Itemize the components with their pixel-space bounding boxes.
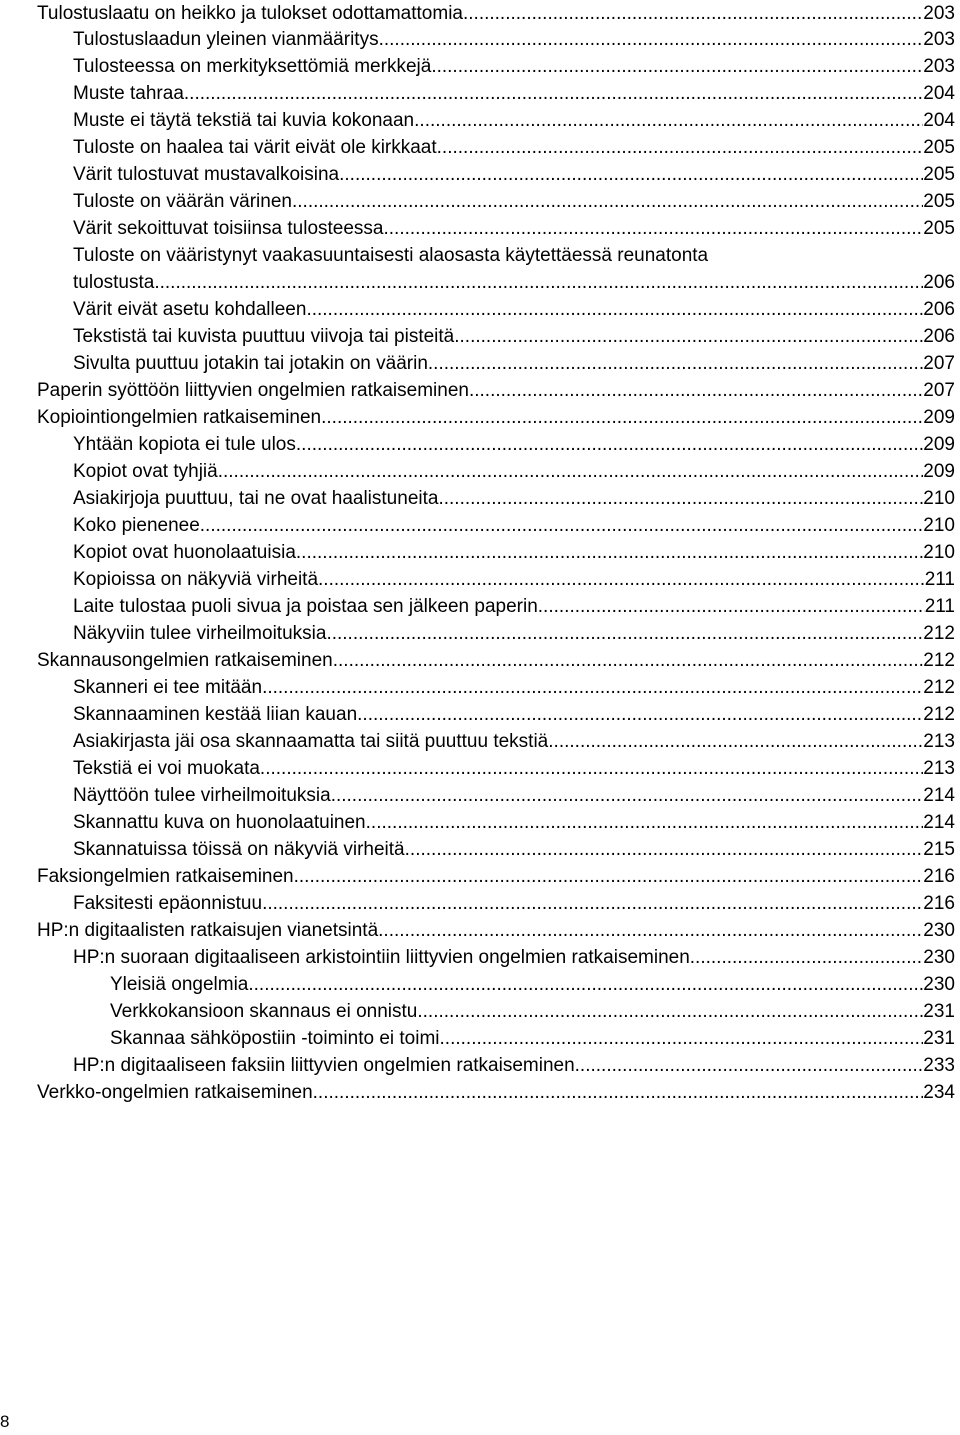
toc-entry-title: Skannausongelmien ratkaiseminen (37, 650, 333, 671)
toc-entry[interactable] (0, 782, 960, 809)
toc-entry-title: Yleisiä ongelmia (110, 974, 249, 995)
toc-entry-page: 216 (923, 866, 955, 887)
toc-entry-page: 212 (923, 650, 955, 671)
toc-entry-page: 213 (923, 731, 955, 752)
toc-entry[interactable] (0, 944, 960, 971)
toc-entry[interactable] (0, 890, 960, 917)
toc-dot-leader (294, 863, 924, 890)
toc-entry[interactable] (0, 350, 960, 377)
toc-entry-page: 213 (923, 758, 955, 779)
toc-entry[interactable] (0, 512, 960, 539)
toc-entry[interactable] (0, 53, 960, 80)
toc-entry-page: 215 (923, 839, 955, 860)
toc-entry-title: Näkyviin tulee virheilmoituksia (73, 623, 327, 644)
toc-entry-first-line[interactable] (0, 242, 960, 269)
toc-entry[interactable] (0, 485, 960, 512)
toc-entry-title: Värit sekoittuvat toisiinsa tulosteessa (73, 218, 384, 239)
toc-entry[interactable] (0, 809, 960, 836)
toc-entry[interactable] (0, 647, 960, 674)
toc-entry-title: Tulostuslaatu on heikko ja tulokset odottamattomia (37, 3, 463, 24)
toc-entry[interactable] (0, 998, 960, 1025)
toc-entry-page: 212 (923, 677, 955, 698)
toc-entry[interactable] (0, 377, 960, 404)
toc-dot-leader (378, 917, 923, 944)
toc-entry-page: 203 (923, 56, 955, 77)
toc-entry-page: 230 (923, 974, 955, 995)
toc-entry-title: HP:n digitaalisten ratkaisujen vianetsintä (37, 920, 379, 941)
toc-dot-leader (440, 1025, 924, 1052)
toc-dot-leader (454, 323, 923, 350)
toc-dot-leader (296, 431, 923, 458)
toc-dot-leader (431, 53, 923, 80)
toc-entry-page: 204 (923, 83, 955, 104)
toc-entry-page: 206 (923, 272, 955, 293)
toc-dot-leader (260, 755, 923, 782)
toc-entry[interactable] (0, 431, 960, 458)
toc-dot-leader (417, 998, 923, 1025)
toc-entry-page: 205 (923, 164, 955, 185)
toc-entry-page: 205 (923, 191, 955, 212)
toc-dot-leader (200, 512, 924, 539)
toc-entry[interactable] (0, 215, 960, 242)
toc-dot-leader (437, 134, 924, 161)
toc-entry-page: 204 (923, 110, 955, 131)
toc-entry-title: Kopiot ovat huonolaatuisia (73, 542, 296, 563)
toc-entry[interactable] (0, 80, 960, 107)
toc-entry-page: 203 (923, 29, 955, 50)
toc-entry-title: Tulostuslaadun yleinen vianmääritys (73, 29, 379, 50)
toc-dot-leader (306, 296, 923, 323)
toc-entry-page: 216 (923, 893, 955, 914)
toc-entry[interactable] (0, 0, 960, 27)
toc-entry[interactable] (0, 458, 960, 485)
toc-entry-page: 206 (923, 326, 955, 347)
toc-entry-title: Faksiongelmien ratkaiseminen (37, 866, 294, 887)
toc-entry-title: HP:n suoraan digitaaliseen arkistointiin liittyvien ongelmien ratkaiseminen (73, 947, 690, 968)
toc-entry-title: Paperin syöttöön liittyvien ongelmien ratkaiseminen (37, 380, 469, 401)
toc-dot-leader (575, 1052, 924, 1079)
toc-entry[interactable] (0, 863, 960, 890)
toc-entry[interactable] (0, 323, 960, 350)
toc-entry-page: 210 (923, 542, 955, 563)
toc-dot-leader (331, 782, 924, 809)
toc-entry-page: 214 (923, 785, 955, 806)
toc-dot-leader (379, 26, 924, 53)
toc-entry-title: Tekstistä tai kuvista puuttuu viivoja tai pisteitä (73, 326, 455, 347)
toc-entry-title: Tuloste on vääristynyt vaakasuuntaisesti alaosasta käytettäessä reunatonta (73, 245, 709, 266)
toc-dot-leader (296, 539, 923, 566)
toc-entry[interactable] (0, 161, 960, 188)
toc-entry[interactable] (0, 1079, 960, 1106)
toc-dot-leader (262, 890, 923, 917)
toc-entry[interactable] (0, 269, 960, 296)
toc-entry[interactable] (0, 755, 960, 782)
toc-entry[interactable] (0, 674, 960, 701)
toc-entry[interactable] (0, 836, 960, 863)
toc-entry-page: 211 (924, 596, 955, 617)
toc-entry[interactable] (0, 107, 960, 134)
toc-entry-title: Muste ei täytä tekstiä tai kuvia kokonaan (73, 110, 415, 131)
toc-dot-leader (248, 971, 923, 998)
toc-entry-title: Skannatuissa töissä on näkyviä virheitä (73, 839, 405, 860)
toc-entry-page: 209 (923, 461, 955, 482)
toc-dot-leader (333, 647, 924, 674)
toc-entry[interactable] (0, 593, 960, 620)
toc-entry-title: Kopiointiongelmien ratkaiseminen (37, 407, 322, 428)
toc-dot-leader (339, 161, 923, 188)
toc-entry-page: 214 (923, 812, 955, 833)
toc-dot-leader (262, 674, 923, 701)
toc-entry-title: Näyttöön tulee virheilmoituksia (73, 785, 331, 806)
toc-entry-page: 210 (923, 488, 955, 509)
toc-dot-leader (428, 350, 923, 377)
toc-entry-title: Sivulta puuttuu jotakin tai jotakin on väärin (73, 353, 428, 374)
toc-entry-page: 230 (923, 920, 955, 941)
toc-entry[interactable] (0, 620, 960, 647)
toc-entry-page: 210 (923, 515, 955, 536)
toc-entry[interactable] (0, 539, 960, 566)
toc-entry-title: Laite tulostaa puoli sivua ja poistaa sen jälkeen paperin (73, 596, 538, 617)
toc-entry-title: Yhtään kopiota ei tule ulos (73, 434, 296, 455)
toc-dot-leader (548, 728, 923, 755)
toc-dot-leader (690, 944, 924, 971)
toc-entry-title: Asiakirjoja puuttuu, tai ne ovat haalistuneita (73, 488, 439, 509)
toc-entry-page: 230 (923, 947, 955, 968)
toc-entry-page: 231 (923, 1028, 955, 1049)
toc-entry-title: Muste tahraa (73, 83, 184, 104)
toc-entry-title: Skannaaminen kestää liian kauan (73, 704, 358, 725)
toc-entry[interactable] (0, 296, 960, 323)
toc-entry-page: 207 (923, 353, 955, 374)
toc-dot-leader (321, 404, 923, 431)
toc-dot-leader (469, 377, 923, 404)
toc-entry[interactable] (0, 917, 960, 944)
toc-entry-title: Tulosteessa on merkityksettömiä merkkejä (73, 56, 432, 77)
toc-entry-title: Tuloste on haalea tai värit eivät ole kirkkaat (73, 137, 437, 158)
toc-entry[interactable] (0, 701, 960, 728)
toc-entry-page: 212 (923, 623, 955, 644)
toc-entry-title: Verkko-ongelmien ratkaiseminen (37, 1082, 313, 1103)
toc-entry-title: Faksitesti epäonnistuu (73, 893, 263, 914)
toc-entry-title: Kopiot ovat tyhjiä (73, 461, 218, 482)
toc-dot-leader (184, 80, 923, 107)
toc-dot-leader (326, 620, 923, 647)
toc-entry[interactable] (0, 134, 960, 161)
toc-dot-leader (384, 215, 924, 242)
toc-entry-title: Skannattu kuva on huonolaatuinen (73, 812, 366, 833)
toc-dot-leader (438, 485, 923, 512)
toc-entry[interactable] (0, 26, 960, 53)
toc-dot-leader (366, 809, 924, 836)
toc-dot-leader (405, 836, 924, 863)
toc-dot-leader (357, 701, 923, 728)
toc-entry-page: 209 (923, 434, 955, 455)
toc-entry-title: HP:n digitaaliseen faksiin liittyvien ongelmien ratkaiseminen (73, 1055, 575, 1076)
toc-dot-leader (463, 0, 923, 27)
toc-entry-title: Värit eivät asetu kohdalleen (73, 299, 307, 320)
toc-entry[interactable] (0, 1025, 960, 1052)
toc-entry[interactable] (0, 404, 960, 431)
toc-entry[interactable] (0, 971, 960, 998)
toc-entry-page: 207 (923, 380, 955, 401)
toc-dot-leader (538, 593, 925, 620)
toc-entry[interactable] (0, 728, 960, 755)
toc-entry[interactable] (0, 1052, 960, 1079)
toc-dot-leader (414, 107, 923, 134)
toc-dot-leader (318, 566, 925, 593)
toc-entry-title: Kopioissa on näkyviä virheitä (73, 569, 319, 590)
toc-entry-title: Tekstiä ei voi muokata (73, 758, 260, 779)
toc-dot-leader (292, 188, 923, 215)
page-number: 8 (0, 1412, 10, 1431)
toc-entry-page: 203 (923, 3, 955, 24)
toc-entry-page: 206 (923, 299, 955, 320)
toc-entry-page: 211 (924, 569, 955, 590)
toc-entry-page: 205 (923, 218, 955, 239)
toc-dot-leader (154, 269, 923, 296)
toc-entry-page: 212 (923, 704, 955, 725)
toc-entry-title: Tuloste on väärän värinen (73, 191, 292, 212)
toc-entry-title: Skanneri ei tee mitään (73, 677, 263, 698)
toc-entry-title: Skannaa sähköpostiin -toiminto ei toimi (110, 1028, 440, 1049)
toc-entry-title: Asiakirjasta jäi osa skannaamatta tai siitä puuttuu tekstiä (73, 731, 549, 752)
toc-entry-title: Koko pienenee (73, 515, 200, 536)
toc-entry[interactable] (0, 566, 960, 593)
toc-entry-title-continuation: tulostusta (73, 272, 155, 293)
toc-entry-title: Värit tulostuvat mustavalkoisina (73, 164, 340, 185)
toc-entry-title: Verkkokansioon skannaus ei onnistu (110, 1001, 418, 1022)
toc-entry-page: 233 (923, 1055, 955, 1076)
toc-dot-leader (218, 458, 924, 485)
toc-entry-page: 209 (923, 407, 955, 428)
toc-entry-page: 205 (923, 137, 955, 158)
toc-dot-leader (313, 1079, 924, 1106)
toc-entry-page: 231 (923, 1001, 955, 1022)
toc-entry[interactable] (0, 188, 960, 215)
toc-entry-page: 234 (923, 1082, 955, 1103)
